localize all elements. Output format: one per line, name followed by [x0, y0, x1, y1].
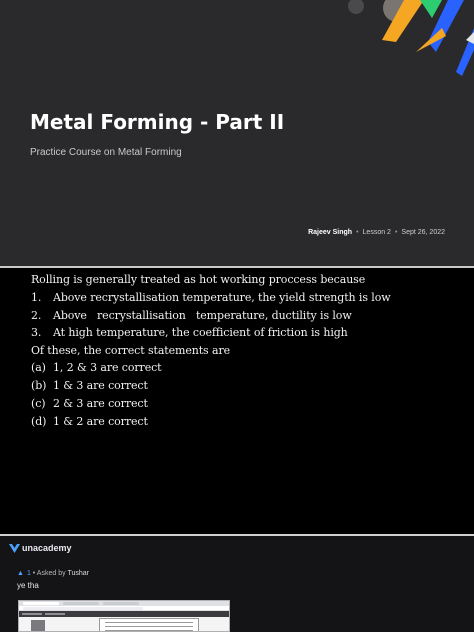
statement-3: [31, 326, 348, 339]
meta-separator: •: [394, 229, 398, 236]
whiteboard-question: [0, 268, 474, 534]
thumb-tab: [23, 602, 59, 605]
brand[interactable]: [9, 543, 72, 553]
doubt-message: ye tha: [17, 581, 39, 590]
lesson-number: Lesson 2: [362, 229, 391, 236]
statement-text: Above recrystallisation temperature, ductility is low: [53, 309, 352, 322]
option-text: 1, 2 & 3 are correct: [53, 361, 162, 374]
author-name: Rajeev Singh: [308, 229, 353, 236]
lesson-meta: [308, 229, 445, 236]
asked-prefix: • Asked by: [32, 570, 66, 577]
thumb-doc-line: [105, 626, 193, 627]
asker-name[interactable]: Tushar: [67, 570, 89, 577]
thumb-tab: [103, 602, 139, 605]
question-prompt: Of these, the correct statements are: [31, 344, 231, 357]
lesson-title-card: [0, 0, 474, 266]
statement-1: [31, 291, 391, 304]
thumb-toolbar: [19, 611, 229, 617]
course-title: Metal Forming - Part II: [30, 110, 285, 134]
option-text: 1 & 2 are correct: [53, 415, 148, 428]
thumb-url-field: [23, 607, 143, 610]
statement-2: [31, 309, 352, 322]
option-d: [31, 415, 148, 428]
brand-name: unacademy: [22, 543, 72, 553]
thumb-toolbar-text: [45, 613, 65, 615]
course-subtitle: Practice Course on Metal Forming: [30, 147, 182, 158]
option-c: [31, 397, 148, 410]
lesson-date: Sept 26, 2022: [401, 229, 445, 236]
statement-number: 3.: [31, 326, 42, 339]
doubt-panel: [0, 536, 474, 632]
thumb-doc-line: [105, 630, 193, 631]
option-b: [31, 379, 148, 392]
option-label: (c): [31, 397, 46, 410]
statement-text: Above recrystallisation temperature, the yield strength is low: [53, 291, 391, 304]
option-text: 1 & 3 are correct: [53, 379, 148, 392]
unacademy-logo-icon: [9, 544, 20, 553]
thumb-doc-line: [105, 622, 193, 623]
decorative-pencil-graphic: [324, 0, 474, 80]
statement-number: 1.: [31, 291, 42, 304]
thumb-document: [99, 618, 199, 632]
upvote-triangle-icon[interactable]: ▲: [17, 570, 24, 577]
question-text: Rolling is generally treated as hot working proccess because: [31, 273, 366, 286]
thumb-tab: [63, 602, 99, 605]
option-text: 2 & 3 are correct: [53, 397, 148, 410]
option-label: (b): [31, 379, 47, 392]
option-a: [31, 361, 161, 374]
statement-text: At high temperature, the coefficient of friction is high: [53, 326, 348, 339]
meta-separator: •: [356, 229, 359, 236]
option-label: (a): [31, 361, 46, 374]
option-label: (d): [31, 415, 47, 428]
thumb-sidebar: [31, 620, 45, 632]
doubt-meta: [17, 570, 89, 577]
statement-number: 2.: [31, 309, 42, 322]
upvote-count: 1: [26, 570, 31, 577]
thumb-toolbar-text: [22, 613, 42, 615]
attached-screenshot-thumbnail[interactable]: [18, 600, 230, 632]
